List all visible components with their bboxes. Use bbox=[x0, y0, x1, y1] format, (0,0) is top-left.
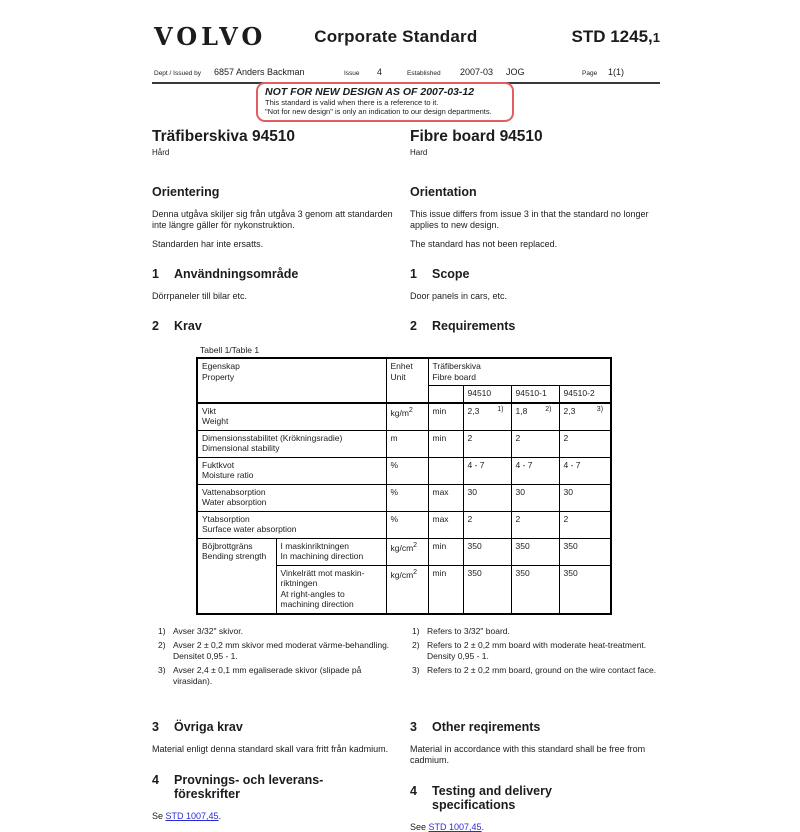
table-row bbox=[197, 538, 611, 565]
cell-subprop: Vinkelrätt mot maskin-riktningen At right-angles to machining direction bbox=[276, 565, 386, 614]
header-group bbox=[428, 358, 611, 386]
dept-label: Dept / Issued by bbox=[154, 70, 201, 77]
dept-value: 6857 Anders Backman bbox=[214, 67, 305, 77]
cell-value: 30 bbox=[511, 484, 559, 511]
section1-heading-en bbox=[410, 267, 660, 281]
orientation-heading-en: Orientation bbox=[410, 185, 477, 199]
cell-value: 2 bbox=[559, 430, 611, 457]
cell-prop-sv: Ytabsorption bbox=[202, 513, 250, 524]
section3-body-sv: Material enligt denna standard skall vara fritt från kadmium. bbox=[152, 744, 389, 754]
document-page bbox=[152, 0, 660, 832]
cell-value: 350 bbox=[463, 538, 511, 565]
cell-value: 2,3 $^{3)}$ bbox=[559, 403, 611, 431]
cell-prop-sv: Vikt bbox=[202, 405, 217, 416]
section2-number-sv: 2 bbox=[152, 319, 159, 333]
cell-value: 350 bbox=[559, 538, 611, 565]
header-limit-blank bbox=[428, 386, 463, 403]
footnote-en-1: 1) Refers to 3/32" board. bbox=[412, 625, 510, 636]
cell-limit: min bbox=[428, 430, 463, 457]
footnote-sv-2: 2) Avser 2 ± 0,2 mm skivor med moderat värme-behandling. Densitet 0,95 - 1. bbox=[158, 640, 390, 661]
table-row bbox=[197, 484, 611, 511]
cell-value: 4 - 7 bbox=[463, 457, 511, 484]
page-label: Page bbox=[582, 70, 598, 77]
orientation-heading-sv: Orientering bbox=[152, 185, 220, 199]
cell-value: 350 bbox=[559, 565, 611, 614]
table-row bbox=[197, 430, 611, 457]
header-property-sv: Egenskap bbox=[202, 361, 240, 371]
cell-value: 4 - 7 bbox=[511, 457, 559, 484]
footnote-sv-3: 3) Avser 2,4 ± 0,1 mm egaliserade skivor (slipade på virasidan). bbox=[158, 665, 362, 686]
requirements-table-block bbox=[196, 345, 610, 615]
doc-number-main: STD 1245, bbox=[571, 27, 653, 46]
cell-limit: min bbox=[428, 565, 463, 614]
cell-value: 30 bbox=[463, 484, 511, 511]
std-1007-45-link[interactable]: STD 1007,45 bbox=[428, 822, 482, 832]
table-row bbox=[197, 403, 611, 431]
orientation-band bbox=[152, 157, 660, 333]
cell-group: Böjbrottgräns Bending strength bbox=[197, 538, 276, 614]
header-unit-en: Unit bbox=[390, 371, 406, 382]
doc-type-title: Corporate Standard bbox=[314, 27, 478, 46]
cell-prop-en: Moisture ratio bbox=[202, 470, 254, 480]
section2-title-sv: Krav bbox=[174, 319, 202, 333]
section1-body-sv: Dörrpaneler till bilar etc. bbox=[152, 291, 248, 301]
header-variant-2: 94510-1 bbox=[511, 386, 559, 403]
section1-number-sv: 1 bbox=[152, 267, 159, 281]
subtitle-sv: Hård bbox=[152, 148, 170, 157]
cell-value: 2 bbox=[511, 430, 559, 457]
footnote-en-3: 3) Refers to 2 ± 0,2 mm board, ground on the wire contact face. bbox=[412, 665, 657, 675]
warning-line-1: This standard is valid when there is a reference to it. bbox=[265, 98, 439, 107]
established-value: 2007-03 bbox=[460, 67, 494, 77]
cell-unit: $kg/m^2$ bbox=[386, 403, 428, 431]
cell-value: 2 bbox=[559, 511, 611, 538]
section2-heading-sv bbox=[152, 319, 396, 333]
cell-value: 350 bbox=[511, 538, 559, 565]
established-sign: JOG bbox=[506, 67, 525, 77]
section1-title-sv: Användningsområde bbox=[174, 267, 299, 281]
footnote-en-2: 2) Refers to 2 ± 0,2 mm board with moderate heat-treatment. Density 0,95 - 1. bbox=[412, 640, 647, 661]
requirements-table bbox=[196, 357, 612, 615]
cell-unit: $kg/cm^2$ bbox=[386, 565, 428, 614]
section1-title-en: Scope bbox=[432, 267, 470, 281]
footnote-sv-1: 1) Avser 3/32" skivor. bbox=[158, 625, 243, 636]
header-unit-sv: Enhet bbox=[390, 361, 413, 371]
page-value: 1(1) bbox=[608, 67, 625, 77]
cell-prop-en: Surface water absorption bbox=[202, 524, 297, 534]
masthead bbox=[152, 20, 660, 50]
cell-subprop: I maskinriktningen In machining direction bbox=[276, 538, 386, 565]
table-caption: Tabell 1/Table 1 bbox=[200, 345, 260, 355]
doc-number bbox=[572, 27, 661, 47]
established-label: Established bbox=[407, 70, 441, 77]
cell-value: 2 bbox=[511, 511, 559, 538]
cell-value: 2 bbox=[463, 430, 511, 457]
cell-value: 350 bbox=[511, 565, 559, 614]
warning-title: NOT FOR NEW DESIGN AS OF 2007-03-12 bbox=[265, 86, 475, 98]
section3-heading-en: 3 Other reqirements bbox=[410, 720, 541, 734]
cell-value: 2 bbox=[463, 511, 511, 538]
meta-line bbox=[152, 66, 660, 79]
section3-heading-sv: 3 Övriga krav bbox=[152, 720, 243, 734]
section2-title-en: Requirements bbox=[432, 319, 516, 333]
cell-limit: max bbox=[428, 511, 463, 538]
header-group-en: Fibre board bbox=[432, 371, 476, 382]
volvo-logo: VOLVO bbox=[154, 22, 267, 51]
doc-number-suffix: 1 bbox=[652, 30, 660, 45]
header-property bbox=[197, 358, 386, 403]
cell-unit: m bbox=[386, 430, 428, 457]
issue-value: 4 bbox=[377, 67, 383, 77]
cell-prop-sv: Vattenabsorption bbox=[202, 486, 266, 497]
table-row bbox=[197, 457, 611, 484]
cell-value: 350 bbox=[463, 565, 511, 614]
section3-body-en: Material in accordance with this standard shall be free from cadmium. bbox=[410, 744, 646, 765]
cell-prop-en: Dimensional stability bbox=[202, 443, 280, 453]
section1-body-en: Door panels in cars, etc. bbox=[410, 291, 508, 301]
cell-prop-sv: Fuktkvot bbox=[202, 459, 235, 470]
section1-heading-sv bbox=[152, 267, 396, 281]
cell-limit: min bbox=[428, 403, 463, 431]
cell-limit: max bbox=[428, 484, 463, 511]
cell-prop-sv: Dimensionsstabilitet (Krökningsradie) bbox=[202, 432, 343, 443]
std-1007-45-link[interactable]: STD 1007,45 bbox=[165, 811, 219, 821]
orientation-p2-sv: Standarden har inte ersatts. bbox=[152, 239, 264, 249]
cell-limit: min bbox=[428, 538, 463, 565]
orientation-p1-en: This issue differs from issue 3 in that the standard no longer applies to new design. bbox=[410, 209, 649, 230]
section1-number-en: 1 bbox=[410, 267, 417, 281]
cell-unit: % bbox=[386, 484, 428, 511]
title-en: Fibre board 94510 bbox=[410, 128, 543, 145]
cell-value: 1,8 $^{2)}$ bbox=[511, 403, 559, 431]
footnotes-band bbox=[152, 626, 660, 691]
header-variant-3: 94510-2 bbox=[559, 386, 611, 403]
cell-unit: $kg/cm^2$ bbox=[386, 538, 428, 565]
cell-unit: % bbox=[386, 457, 428, 484]
issue-label: Issue bbox=[344, 70, 360, 77]
section2-heading-en bbox=[410, 319, 660, 333]
warning-line-2: "Not for new design" is only an indication to our design departments. bbox=[265, 107, 492, 116]
cell-prop-en: Weight bbox=[202, 416, 229, 426]
subtitle-en: Hard bbox=[410, 148, 428, 157]
section4-heading-en: 4 Testing and delivery specifications bbox=[410, 784, 552, 812]
header-group-sv: Träfiberskiva bbox=[432, 361, 481, 371]
orientation-p1-sv: Denna utgåva skiljer sig från utgåva 3 genom att standarden inte längre gäller för nykonstruktion. bbox=[152, 209, 393, 230]
header-variant-1: 94510 bbox=[463, 386, 511, 403]
header-property-en: Property bbox=[202, 371, 235, 382]
cell-prop-en: Water absorption bbox=[202, 497, 267, 507]
title-band bbox=[152, 128, 660, 157]
orientation-p2-en: The standard has not been replaced. bbox=[410, 239, 558, 249]
section2-number-en: 2 bbox=[410, 319, 417, 333]
cell-value: 2,3 $^{1)}$ bbox=[463, 403, 511, 431]
cell-unit: % bbox=[386, 511, 428, 538]
section4-heading-sv: 4 Provnings- och leverans- föreskrifter bbox=[152, 773, 324, 801]
not-for-new-design-box bbox=[256, 82, 514, 122]
title-sv: Träfiberskiva 94510 bbox=[152, 128, 296, 145]
table-row bbox=[197, 511, 611, 538]
cell-value: 30 bbox=[559, 484, 611, 511]
see-reference-en: See STD 1007,45. bbox=[410, 822, 485, 832]
bottom-sections-band bbox=[152, 703, 660, 832]
see-reference-sv: Se STD 1007,45. bbox=[152, 811, 222, 821]
cell-value: 4 - 7 bbox=[559, 457, 611, 484]
cell-limit bbox=[428, 457, 463, 484]
header-unit bbox=[386, 358, 428, 403]
